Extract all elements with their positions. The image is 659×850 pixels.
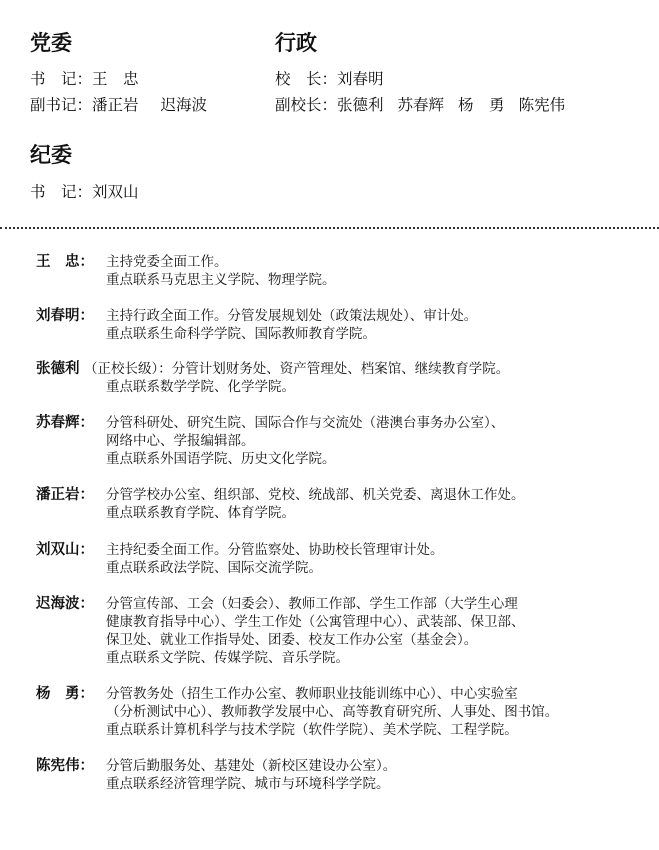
duty-line: 重点联系政法学院、国际交流学院。	[106, 560, 322, 576]
duty-line: 主持行政全面工作。分管发展规划处（政策法规处）、审计处。	[106, 308, 478, 324]
duty-line: 重点联系数学学院、化学学院。	[106, 379, 295, 395]
duty-line: 分管科研处、研究生院、国际合作与交流处（港澳台事务办公室）、	[106, 415, 505, 431]
role-label: 副书记：	[30, 96, 93, 114]
leader-name: 迟海波	[160, 96, 208, 114]
duty-person: 刘春明：	[36, 308, 94, 324]
duty-line: 分管宣传部、工会（妇委会）、教师工作部、学生工作部（大学生心理	[106, 596, 518, 612]
administration-heading: 行政	[275, 31, 317, 55]
duty-line: 保卫处、就业工作指导处、团委、校友工作办公室（基金会）。	[106, 632, 478, 648]
duty-line: 重点联系外国语学院、历史文化学院。	[106, 451, 336, 467]
duty-line: 分管后勤服务处、基建处（新校区建设办公室）。	[106, 758, 397, 774]
duty-line: 重点联系教育学院、体育学院。	[106, 505, 295, 521]
duty-person: 陈宪伟：	[36, 758, 94, 774]
duty-line: 主持纪委全面工作。分管监察处、协助校长管理审计处。	[106, 542, 444, 558]
duty-line: 分管教务处（招生工作办公室、教师职业技能训练中心）、中心实验室	[106, 686, 518, 702]
leader-name: 杨 勇	[458, 96, 505, 114]
duty-person: 王 忠：	[36, 254, 94, 270]
duty-line: 网络中心、学报编辑部。	[106, 433, 255, 449]
role-label: 书 记：	[30, 183, 93, 201]
dotted-divider	[0, 227, 659, 229]
discipline-secretary-row	[30, 181, 139, 203]
deputy-party-secretary-row	[30, 94, 207, 116]
role-label: 副校长：	[275, 96, 338, 114]
party-committee-heading: 党委	[30, 31, 72, 55]
role-label: 校 长：	[275, 70, 338, 88]
duty-person: 刘双山：	[36, 542, 94, 558]
duty-line: 重点联系经济管理学院、城市与环境科学学院。	[106, 776, 390, 792]
duty-line: 重点联系文学院、传媒学院、音乐学院。	[106, 650, 349, 666]
duty-line: 重点联系计算机科学与技术学院（软件学院）、美术学院、工程学院。	[106, 722, 518, 738]
duty-person: 迟海波：	[36, 596, 94, 612]
leader-name: 潘正岩	[92, 96, 139, 114]
president-row	[275, 68, 384, 90]
duty-line: 主持党委全面工作。	[106, 254, 228, 270]
duty-line: 健康教育指导中心）、学生工作处（公寓管理中心）、武装部、保卫部、	[106, 614, 525, 630]
duty-person: 杨 勇：	[36, 686, 94, 702]
party-secretary-row	[30, 68, 139, 90]
vice-president-row	[275, 94, 565, 116]
discipline-committee-heading: 纪委	[30, 143, 72, 167]
leader-name: 刘春明	[337, 70, 384, 88]
duty-line: （正校长级）：分管计划财务处、资产管理处、档案馆、继续教育学院。	[84, 361, 510, 377]
role-label: 书 记：	[30, 70, 93, 88]
duty-line: 分管学校办公室、组织部、党校、统战部、机关党委、离退休工作处。	[106, 487, 525, 503]
duty-line: 重点联系生命科学学院、国际教师教育学院。	[106, 326, 376, 342]
duty-line: 重点联系马克思主义学院、物理学院。	[106, 272, 336, 288]
duty-person: 潘正岩：	[36, 487, 94, 503]
leader-name: 陈宪伟	[518, 96, 566, 114]
duty-person: 张德利	[36, 361, 80, 377]
leader-name: 王 忠	[92, 70, 139, 88]
leader-name: 苏春辉	[397, 96, 445, 114]
duty-person: 苏春辉：	[36, 415, 94, 431]
duty-line: （分析测试中心）、教师教学发展中心、高等教育研究所、人事处、图书馆。	[106, 704, 559, 720]
leader-name: 张德利	[337, 96, 384, 114]
leader-name: 刘双山	[92, 183, 139, 201]
